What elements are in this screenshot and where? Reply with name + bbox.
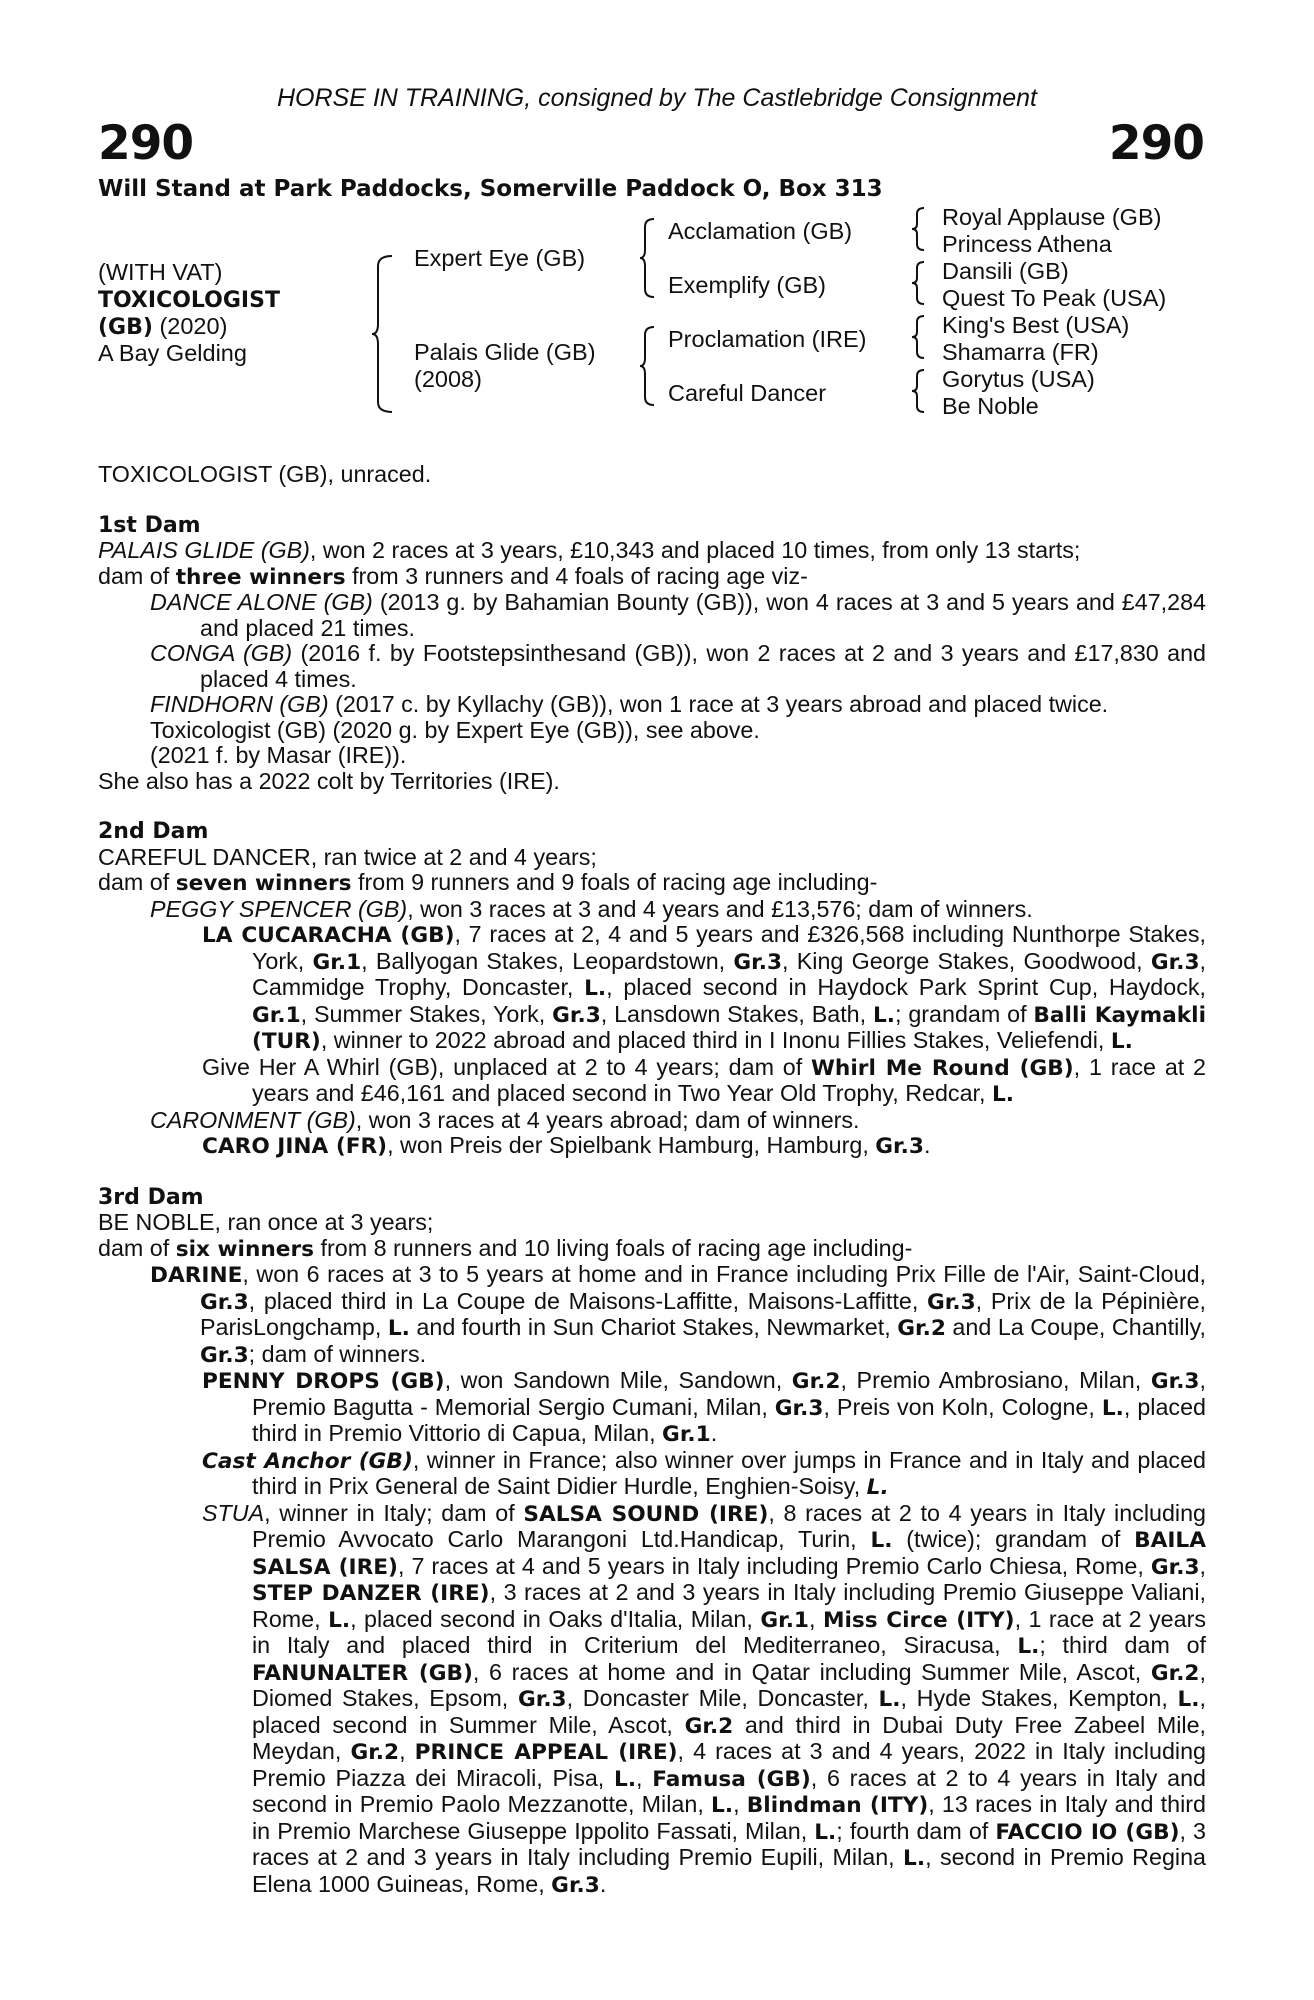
first-dam-record-text: , won 2 races at 3 years, £10,343 and placed 10 times, from only 13 starts; — [309, 537, 1081, 563]
text: ; dam of winners. — [248, 1340, 427, 1367]
descendant-name: FANUNALTER (GB) — [252, 1660, 473, 1686]
horse-description: A Bay Gelding — [98, 340, 247, 366]
race-grade: Gr.3 — [517, 1687, 567, 1712]
ancestor-1: Royal Applause (GB) — [942, 204, 1162, 230]
text: and fourth in Sun Chariot Stakes, Newmarket, — [409, 1314, 898, 1340]
second-dam-produce — [98, 870, 1206, 897]
race-grade: L. — [870, 1528, 893, 1553]
text: , 6 races at 2 to 4 years in Italy and second in Premio Paolo Mezzanotte, Milan, — [252, 1764, 1207, 1817]
first-dam-also: She also has a 2022 colt by Territories (IRE). — [98, 767, 560, 794]
race-grade: L. — [328, 1607, 351, 1633]
text: . — [923, 1132, 931, 1158]
race-grade: L. — [872, 1002, 895, 1028]
text: , winner to 2022 abroad and placed third in I Inonu Fillies Stakes, Veliefendi, — [320, 1027, 1111, 1053]
catalogue-body — [98, 462, 1206, 1898]
third-dam-heading: 3rd Dam — [98, 1184, 204, 1210]
sire: Expert Eye (GB) — [414, 245, 586, 271]
text: from 8 runners and 10 living foals of racing age including- — [314, 1234, 913, 1261]
pedigree-bracket-dam — [640, 325, 656, 407]
text: , won Sandown Mile, Sandown, — [444, 1367, 792, 1393]
text: , Summer Stakes, York, — [300, 1000, 553, 1027]
text: , winner in France; also winner over jumps in France and in Italy and placed third in Prix General de Saint Didier Hurdle, Enghien-Soisy, — [252, 1446, 1206, 1499]
text: (2013 g. by Bahamian Bounty (GB)), won 4 races at 3 and 5 years and £47,284 and placed 21 times. — [200, 589, 1206, 641]
offspring-findhorn — [98, 692, 1206, 718]
horse-name: TOXICOLOGIST — [98, 288, 280, 313]
ancestor-7: Gorytus (USA) — [942, 366, 1095, 392]
descendant-name: PRINCE APPEAL (IRE) — [414, 1740, 678, 1765]
text: , 7 races at 4 and 5 years in Italy including Premio Carlo Chiesa, Rome, — [397, 1552, 1151, 1579]
dam: Palais Glide (GB) — [414, 339, 596, 365]
pedigree-bracket-main — [372, 254, 394, 414]
text: , 7 races at 2, 4 and 5 years and £326,568 including Nunthorpe Stakes, York, — [252, 921, 1207, 974]
offspring-give-her-a-whirl — [98, 1055, 1206, 1108]
text: , Doncaster Mile, Doncaster, — [566, 1685, 879, 1711]
offspring-name: Cast Anchor (GB) — [202, 1448, 413, 1474]
winners-count: six winners — [175, 1236, 315, 1262]
first-dam-heading: 1st Dam — [98, 512, 201, 538]
offspring-stua — [98, 1501, 1206, 1899]
race-grade: Gr.3 — [774, 1395, 824, 1421]
descendant-name: Whirl Me Round (GB) — [811, 1055, 1074, 1081]
race-grade: Gr.2 — [791, 1369, 841, 1394]
ancestor-4: Quest To Peak (USA) — [942, 285, 1167, 311]
offspring-name: CARONMENT (GB) — [150, 1106, 356, 1133]
text: , Ballyogan Stakes, Leopardstown, — [361, 947, 734, 974]
text: , Premio Ambrosiano, Milan, — [840, 1367, 1151, 1393]
race-grade: L. — [1017, 1634, 1040, 1659]
text: , — [1199, 1552, 1206, 1579]
stand-location: Will Stand at Park Paddocks, Somerville Paddock O, Box 313 — [98, 176, 883, 202]
offspring-name: DARINE — [150, 1263, 243, 1288]
ancestor-8: Be Noble — [942, 393, 1039, 419]
race-grade: L. — [1110, 1029, 1133, 1054]
text: , placed second in Oaks d'Italia, Milan, — [350, 1605, 761, 1632]
offspring-darine — [98, 1262, 1206, 1368]
text: , — [733, 1791, 747, 1817]
text: dam of — [98, 869, 176, 895]
horse-country-year — [98, 313, 227, 341]
pedigree-bracket-g3 — [912, 314, 926, 360]
text: , 1 race at 2 years and £46,161 and placed second in Two Year Old Trophy, Redcar, — [252, 1053, 1207, 1106]
text: from 3 runners and 4 foals of racing age viz- — [345, 562, 808, 589]
offspring-caro-jina — [98, 1133, 1206, 1160]
descendant-name: STEP DANZER (IRE) — [252, 1581, 490, 1606]
text: , 1 race at 2 years in Italy and placed third in Criterium del Mediterraneo, Siracusa, — [252, 1605, 1206, 1658]
race-grade: Gr.2 — [350, 1740, 400, 1765]
text: , won 3 races at 4 years abroad; dam of winners. — [355, 1106, 860, 1133]
offspring-penny-drops — [98, 1368, 1206, 1448]
lot-number-right: 290 — [1108, 116, 1204, 171]
ancestor-2: Princess Athena — [942, 231, 1112, 257]
offspring-toxicologist: Toxicologist (GB) (2020 g. by Expert Eye (GB)), see above. — [150, 716, 760, 743]
text: , 8 races at 2 to 4 years in Italy including Premio Avvocato Carlo Marangoni Ltd.Handicap, Turin, — [252, 1499, 1207, 1552]
race-grade: L. — [1177, 1687, 1200, 1712]
race-grade: L. — [991, 1082, 1014, 1107]
summary-line: TOXICOLOGIST (GB), unraced. — [98, 461, 432, 487]
text: Give Her A Whirl (GB), unplaced at 2 to 4 years; dam of — [202, 1053, 812, 1080]
dam-year: (2008) — [414, 366, 482, 392]
race-grade: Gr.3 — [927, 1289, 976, 1315]
text: , 3 races at 2 and 3 years in Italy including Premio Giuseppe Valiani, Rome, — [252, 1579, 1206, 1632]
text: , Hyde Stakes, Kempton, — [900, 1685, 1178, 1711]
first-dam-produce — [98, 564, 1206, 591]
offspring-peggy-spencer — [98, 897, 1206, 923]
descendant-name: Miss Circe (ITY) — [822, 1607, 1015, 1633]
offspring-conga — [98, 641, 1206, 692]
text: dam of — [98, 1234, 176, 1261]
descendant-name: Blindman (ITY) — [746, 1793, 929, 1818]
text: , Diomed Stakes, Epsom, — [252, 1658, 1206, 1711]
race-grade: L. — [711, 1793, 734, 1818]
race-grade: Gr.3 — [733, 949, 783, 975]
first-dam-name: PALAIS GLIDE (GB) — [98, 537, 310, 563]
race-grade: L. — [614, 1766, 637, 1792]
race-grade: L. — [903, 1846, 926, 1871]
race-grade: Gr.3 — [1150, 1369, 1200, 1394]
text: , placed second in Haydock Park Sprint Cup, Haydock, — [606, 974, 1206, 1000]
text: and La Coupe, Chantilly, — [945, 1314, 1206, 1340]
text: , Preis von Koln, Cologne, — [823, 1393, 1102, 1420]
text: , placed third in Premio Vittorio di Capua, Milan, — [252, 1393, 1206, 1446]
text: , — [399, 1738, 415, 1764]
lot-number-left: 290 — [98, 116, 194, 171]
second-dam-heading: 2nd Dam — [98, 819, 209, 844]
text: , 13 races in Italy and third in Premio Marchese Giuseppe Ippolito Fassati, Milan, — [252, 1791, 1206, 1844]
race-grade: Gr.3 — [1150, 949, 1200, 975]
race-grade: Gr.3 — [200, 1342, 249, 1368]
offspring-dance-alone — [98, 590, 1206, 641]
offspring-name: PEGGY SPENCER (GB) — [150, 895, 408, 922]
race-grade: Gr.3 — [1150, 1554, 1200, 1580]
race-grade: L. — [814, 1819, 837, 1845]
race-grade: Gr.3 — [875, 1134, 924, 1159]
race-grade: Gr.1 — [760, 1607, 809, 1633]
winners-count: seven winners — [175, 871, 352, 896]
race-grade: Gr.2 — [684, 1713, 734, 1739]
text: , winner in Italy; dam of — [264, 1499, 524, 1526]
vat-label: (WITH VAT) — [98, 259, 223, 285]
winners-count: three winners — [175, 564, 346, 590]
offspring-name: PENNY DROPS (GB) — [202, 1369, 445, 1394]
text: , second in Premio Regina Elena 1000 Guineas, Rome, — [252, 1844, 1206, 1897]
race-grade: Gr.1 — [312, 949, 362, 975]
text: ; grandam of — [895, 1000, 1034, 1027]
text: , Prix de la Pépinière, ParisLongchamp, — [200, 1287, 1207, 1340]
race-grade: Gr.3 — [552, 1002, 601, 1028]
consignment-line: HORSE IN TRAINING, consigned by The Castlebridge Consignment — [276, 84, 1038, 112]
text: , placed third in La Coupe de Maisons-Laffitte, Maisons-Laffitte, — [248, 1287, 927, 1314]
text: ; fourth dam of — [836, 1817, 996, 1844]
sire-dam: Exemplify (GB) — [668, 272, 826, 298]
text: (2017 c. by Kyllachy (GB)), won 1 race at 3 years abroad and placed twice. — [328, 691, 1109, 717]
text: , 4 races at 3 and 4 years, 2022 in Italy including Premio Piazza dei Miracoli, Pisa, — [252, 1738, 1206, 1791]
text: , — [636, 1764, 653, 1791]
text: . — [710, 1420, 718, 1446]
third-dam-produce — [98, 1236, 1206, 1263]
text: dam of — [98, 562, 176, 589]
descendant-name: BAILA SALSA (IRE) — [252, 1528, 1206, 1580]
race-grade: Gr.1 — [252, 1002, 301, 1028]
text: , Lansdown Stakes, Bath, — [600, 1000, 873, 1027]
descendant-name: FACCIO IO (GB) — [995, 1819, 1180, 1845]
pedigree-bracket-g1 — [912, 206, 926, 252]
horse-name-line — [98, 286, 280, 314]
descendant-name: Famusa (GB) — [652, 1766, 811, 1792]
text: , won Preis der Spielbank Hamburg, Hamburg, — [387, 1132, 876, 1158]
text: from 9 runners and 9 foals of racing age including- — [351, 869, 878, 895]
text: and third in Dubai Duty Free Zabeel Mile, Meydan, — [252, 1711, 1207, 1764]
offspring-name: LA CUCARACHA (GB) — [202, 923, 455, 948]
dam-dam: Careful Dancer — [668, 380, 827, 406]
offspring-la-cucaracha — [98, 922, 1206, 1055]
ancestor-6: Shamarra (FR) — [942, 339, 1099, 365]
offspring-name: DANCE ALONE (GB) — [150, 589, 373, 615]
race-grade: L. — [387, 1316, 410, 1341]
sire-sire: Acclamation (GB) — [668, 218, 853, 244]
offspring-name: STUA — [202, 1499, 265, 1526]
offspring-cast-anchor — [98, 1448, 1206, 1501]
pedigree-bracket-sire — [640, 217, 656, 299]
ancestor-5: King's Best (USA) — [942, 312, 1130, 338]
race-grade: L. — [878, 1687, 901, 1712]
first-dam-record — [98, 538, 1206, 564]
horse-year: (2020) — [159, 313, 228, 339]
text: ; third dam of — [1039, 1632, 1206, 1658]
race-grade: Gr.3 — [200, 1289, 249, 1315]
offspring-2021-filly: (2021 f. by Masar (IRE)). — [150, 742, 407, 768]
text: , Premio Bagutta - Memorial Sergio Cumani, Milan, — [252, 1367, 1206, 1420]
pedigree-bracket-g2 — [912, 260, 926, 306]
text: , 6 races at home and in Qatar including Summer Mile, Ascot, — [472, 1658, 1151, 1685]
text: , won 6 races at 3 to 5 years at home and in France including Prix Fille de l'Air, Saint-Cloud, — [242, 1261, 1206, 1287]
text: , placed second in Summer Mile, Ascot, — [252, 1685, 1206, 1738]
dam-sire: Proclamation (IRE) — [668, 326, 867, 352]
descendant-name: SALSA SOUND (IRE) — [523, 1501, 769, 1527]
race-grade: Gr.2 — [897, 1316, 946, 1341]
third-dam-record: BE NOBLE, ran once at 3 years; — [98, 1209, 434, 1235]
text: (2016 f. by Footstepsinthesand (GB)), won 2 races at 2 and 3 years and £17,830 and placed 4 times. — [200, 640, 1207, 692]
text: , Cammidge Trophy, Doncaster, — [252, 947, 1206, 1000]
offspring-name: CONGA (GB) — [150, 640, 293, 666]
pedigree-bracket-g4 — [912, 368, 926, 414]
ancestor-3: Dansili (GB) — [942, 258, 1069, 284]
text: . — [599, 1870, 607, 1897]
text: (twice); grandam of — [892, 1526, 1135, 1552]
race-grade: L. — [584, 976, 607, 1001]
second-dam-record: CAREFUL DANCER, ran twice at 2 and 4 years; — [98, 843, 597, 870]
horse-country: (GB) — [98, 315, 153, 340]
offspring-name: FINDHORN (GB) — [150, 691, 329, 717]
descendant-name: Balli Kaymakli (TUR) — [252, 1002, 1207, 1054]
race-grade: L. — [1101, 1395, 1124, 1421]
race-grade: Gr.2 — [1150, 1660, 1200, 1686]
offspring-name: CARO JINA (FR) — [202, 1134, 388, 1159]
text: , won 3 races at 3 and 4 years and £13,576; dam of winners. — [407, 895, 1033, 922]
text: , — [809, 1605, 823, 1632]
text: , 3 races at 2 and 3 years in Italy including Premio Eupili, Milan, — [252, 1817, 1206, 1870]
race-grade: Gr.1 — [662, 1422, 711, 1447]
offspring-caronment — [98, 1108, 1206, 1134]
race-grade: Gr.3 — [551, 1872, 600, 1898]
race-grade: L. — [866, 1475, 889, 1500]
text: , King George Stakes, Goodwood, — [782, 947, 1151, 974]
